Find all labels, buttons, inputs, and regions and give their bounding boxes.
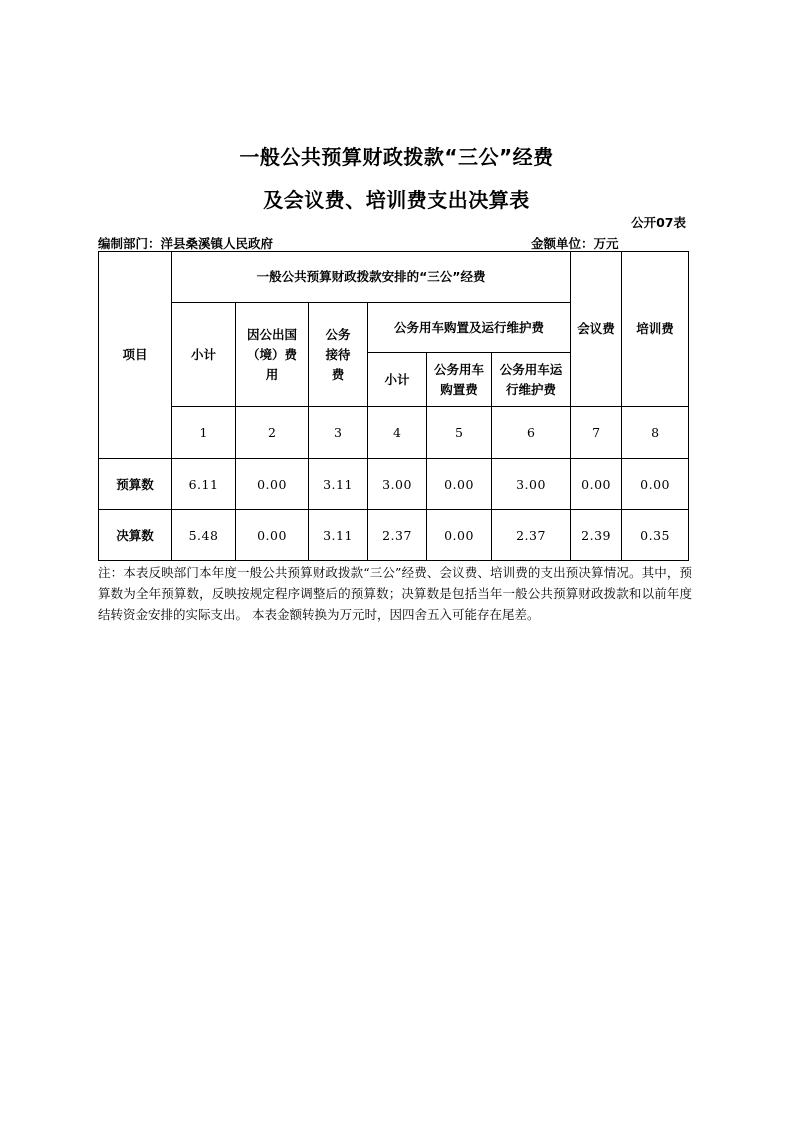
column-index-row bbox=[99, 407, 689, 459]
footnote: 注：本表反映部门本年度一般公共预算财政拨款“三公”经费、会议费、培训费的支出预决算情况。其中，预算数为全年预算数，反映按规定程序调整后的预算数；决算数是包括当年一般公共预算财政拨款和以前年度结转资金安排的实际支出。 本表金额转换为万元时，因四舍五入可能存在尾差。 bbox=[98, 565, 692, 622]
row-label-budget: 预算数 bbox=[99, 459, 172, 510]
table-cell: 0.00 bbox=[236, 510, 309, 561]
table-cell: 3.11 bbox=[309, 510, 368, 561]
column-index: 7 bbox=[571, 407, 622, 459]
header-item: 项目 bbox=[99, 252, 172, 459]
table-cell: 0.00 bbox=[427, 459, 492, 510]
header-vehicle-operation: 公务用车运行维护费 bbox=[492, 353, 571, 407]
table-cell: 2.37 bbox=[492, 510, 571, 561]
header-subtotal: 小计 bbox=[172, 303, 236, 407]
column-index: 6 bbox=[492, 407, 571, 459]
expense-table bbox=[98, 251, 689, 561]
table-row-budget bbox=[99, 459, 689, 510]
table-cell: 2.39 bbox=[571, 510, 622, 561]
column-index: 4 bbox=[368, 407, 427, 459]
header-vehicle-group: 公务用车购置及运行维护费 bbox=[368, 303, 571, 353]
table-cell: 0.35 bbox=[622, 510, 689, 561]
form-code: 公开07表 bbox=[631, 215, 686, 230]
report-title-line2: 及会议费、培训费支出决算表 bbox=[263, 188, 530, 212]
table-cell: 3.11 bbox=[309, 459, 368, 510]
department-name: 洋县桑溪镇人民政府 bbox=[160, 236, 274, 251]
row-label-final: 决算数 bbox=[99, 510, 172, 561]
table-cell: 0.00 bbox=[571, 459, 622, 510]
table-cell: 3.00 bbox=[368, 459, 427, 510]
header-abroad: 因公出国（境）费用 bbox=[236, 303, 309, 407]
unit-value: 万元 bbox=[593, 236, 619, 251]
header-reception: 公务接待费 bbox=[309, 303, 368, 407]
table-cell: 0.00 bbox=[236, 459, 309, 510]
column-index: 1 bbox=[172, 407, 236, 459]
header-vehicle-subtotal: 小计 bbox=[368, 353, 427, 407]
table-cell: 0.00 bbox=[622, 459, 689, 510]
table-row-final bbox=[99, 510, 689, 561]
header-training: 培训费 bbox=[622, 252, 689, 407]
column-index: 2 bbox=[236, 407, 309, 459]
table-cell: 3.00 bbox=[492, 459, 571, 510]
table-cell: 0.00 bbox=[427, 510, 492, 561]
header-three-public-group: 一般公共预算财政拨款安排的“三公”经费 bbox=[172, 252, 571, 303]
meta-row bbox=[98, 234, 688, 250]
column-index: 3 bbox=[309, 407, 368, 459]
unit-info bbox=[531, 234, 619, 252]
department-label: 编制部门： bbox=[98, 236, 161, 251]
table-cell: 2.37 bbox=[368, 510, 427, 561]
header-meeting: 会议费 bbox=[571, 252, 622, 407]
column-index: 5 bbox=[427, 407, 492, 459]
department-info bbox=[98, 234, 273, 252]
table-cell: 5.48 bbox=[172, 510, 236, 561]
header-vehicle-purchase: 公务用车购置费 bbox=[427, 353, 492, 407]
report-title-line1: 一般公共预算财政拨款“三公”经费 bbox=[239, 145, 554, 169]
unit-label: 金额单位： bbox=[531, 236, 594, 251]
table-cell: 6.11 bbox=[172, 459, 236, 510]
column-index: 8 bbox=[622, 407, 689, 459]
